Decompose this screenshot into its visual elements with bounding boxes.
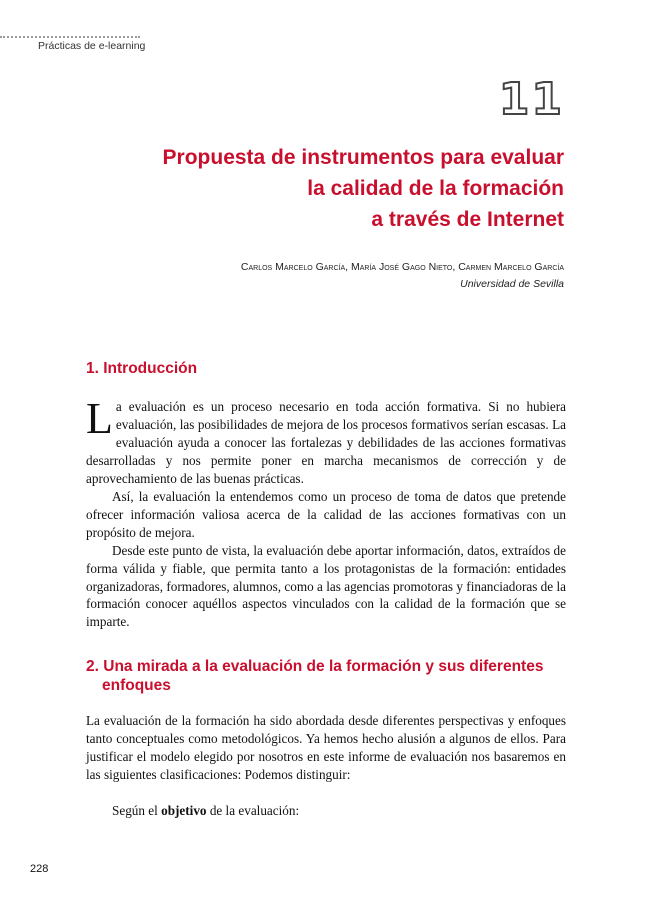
section-number: 1. [86, 360, 99, 377]
chapter-title-line: la calidad de la formación [307, 177, 564, 201]
section-body-introduccion [86, 394, 566, 631]
section-number: 2. [86, 658, 99, 675]
author-affiliation: Universidad de Sevilla [460, 278, 564, 290]
chapter-title [104, 142, 564, 235]
paragraph-text: a evaluación es un proceso necesario en toda acción formativa. Si no hubiera evaluación, las posibilidades de mejora de los procesos formativos serían escasas. La evaluación ayuda a conocer las fortalezas y debilidades de las acciones formativas desarrolladas y nos permite poner en marcha mecanismos de corrección y de aprovechamiento de las buenas prácticas. [86, 399, 566, 486]
drop-cap: L [86, 394, 113, 443]
section-title: Introducción [103, 360, 198, 377]
chapter-number: 11 [498, 74, 564, 125]
header-dotted-rule [0, 36, 140, 38]
chapter-title-line: a través de Internet [371, 208, 564, 232]
paragraph-objetivo: Según el objetivo de la evaluación: [112, 802, 300, 818]
section-heading-introduccion [86, 359, 566, 378]
section-title: Una mirada a la evaluación de la formación y sus diferentes enfoques [102, 658, 544, 695]
bold-term: objetivo [161, 802, 207, 818]
chapter-title-line: Propuesta de instrumentos para evaluar [162, 146, 564, 169]
paragraph [86, 394, 566, 488]
section-body-una-mirada [86, 712, 566, 820]
chapter-authors: Carlos Marcelo García, María José Gago Nieto, Carmen Marcelo García [240, 261, 564, 273]
page-number: 228 [30, 863, 49, 875]
section-heading-una-mirada [86, 657, 582, 696]
paragraph: Así, la evaluación la entendemos como un proceso de toma de datos que pretende ofrecer información valiosa acerca de la calidad de las acciones formativas con un propósito de mejora. [86, 488, 566, 540]
paragraph: La evaluación de la formación ha sido abordada desde diferentes perspectivas y enfoques tanto conceptuales como metodológicos. Ya hemos hecho alusión a algunos de ellos. Para justificar el modelo elegido por nosotros en este informe de evaluación nos basaremos en las siguientes clasificaciones: Podemos distinguir: [86, 713, 566, 782]
paragraph: Desde este punto de vista, la evaluación debe aportar información, datos, extraídos de forma válida y fiable, que permita tanto a los protagonistas de la formación: entidades organizadoras, formadores, alumnos, como a las agencias promotoras y financiadoras de la formación conocer aquéllos aspectos vinculados con la calidad de la formación que se imparte. [86, 542, 566, 630]
running-header: Prácticas de e-learning [38, 40, 146, 52]
